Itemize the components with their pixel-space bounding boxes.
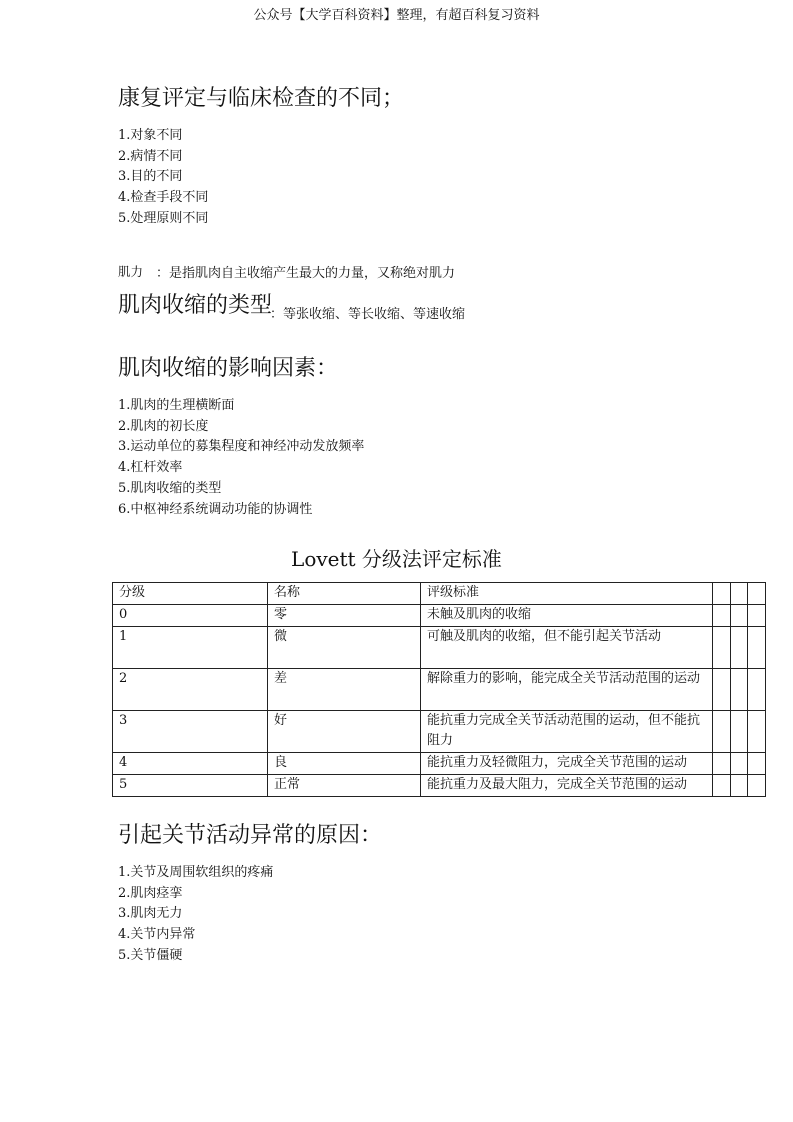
page-header: 公众号【大学百科资料】整理，有超百科复习资料 [253,8,540,23]
cell-grade: 3 [113,711,268,753]
cell-grade: 5 [113,775,268,797]
empty-cell [730,753,748,775]
cell-name: 微 [268,627,421,669]
cell-grade: 2 [113,669,268,711]
empty-cell [748,753,766,775]
empty-cell [713,583,731,605]
list-joint-abnormality-causes [118,863,273,967]
cell-grade: 0 [113,605,268,627]
list-item: 5.关节僵硬 [118,947,183,963]
contraction-types-title: 肌肉收缩的类型 [118,293,273,318]
table-row [113,627,766,669]
empty-cell [748,627,766,669]
definition-text: ：是指肌肉自主收缩产生最大的力量，又称绝对肌力 [156,266,456,281]
table-row [113,669,766,711]
header-name: 名称 [268,583,421,605]
empty-cell [730,669,748,711]
list-item: 3.运动单位的募集程度和神经冲动发放频率 [118,439,365,455]
list-item: 4.关节内异常 [118,927,196,943]
cell-name: 好 [268,711,421,753]
table-row [113,775,766,797]
cell-name: 正常 [268,775,421,797]
list-item: 2.肌肉的初长度 [118,418,209,434]
list-item: 2.病情不同 [118,148,183,164]
cell-criteria: 能抗重力及最大阻力，完成全关节范围的运动 [421,775,713,797]
cell-grade: 1 [113,627,268,669]
empty-cell [748,669,766,711]
empty-cell [748,605,766,627]
lovett-grading-table [112,582,766,797]
section-title-contraction-factors: 肌肉收缩的影响因素： [118,356,339,381]
table-header-row [113,583,766,605]
section-title-joint-abnormality: 引起关节活动异常的原因： [118,823,383,848]
empty-cell [713,775,731,797]
contraction-types-text: ：等张收缩、等长收缩、等速收缩 [270,307,466,322]
cell-name: 零 [268,605,421,627]
list-item: 1.对象不同 [118,128,183,143]
empty-cell [713,627,731,669]
empty-cell [730,627,748,669]
cell-name: 差 [268,669,421,711]
list-item: 3.目的不同 [118,169,183,185]
empty-cell [730,775,748,797]
empty-cell [748,775,766,797]
list-item: 4.杠杆效率 [118,460,183,476]
cell-name: 良 [268,753,421,775]
header-criteria: 评级标准 [421,583,713,605]
cell-criteria: 解除重力的影响，能完成全关节活动范围的运动 [421,669,713,711]
cell-criteria: 能抗重力完成全关节活动范围的运动，但不能抗阻力 [421,711,713,753]
list-item: 1.肌肉的生理横断面 [118,398,235,413]
list-item: 6.中枢神经系统调动功能的协调性 [118,501,313,517]
cell-criteria: 未触及肌肉的收缩 [421,605,713,627]
list-contraction-factors [118,396,364,520]
list-item: 4.检查手段不同 [118,190,209,206]
empty-cell [713,669,731,711]
list-item: 2.肌肉痉挛 [118,885,183,901]
empty-cell [713,605,731,627]
list-assessment-differences [118,126,208,230]
list-item: 5.处理原则不同 [118,210,209,226]
empty-cell [713,711,731,753]
lovett-table-title: Lovett 分级法评定标准 [291,547,502,571]
table-row [113,753,766,775]
table-row [113,711,766,753]
section-title-assessment-vs-exam: 康复评定与临床检查的不同； [118,86,405,111]
table-row [113,605,766,627]
header-grade: 分级 [113,583,268,605]
empty-cell [730,605,748,627]
cell-grade: 4 [113,753,268,775]
empty-cell [713,753,731,775]
empty-cell [730,583,748,605]
definition-term: 肌力 [118,264,144,279]
empty-cell [730,711,748,753]
cell-criteria: 可触及肌肉的收缩，但不能引起关节活动 [421,627,713,669]
list-item: 5.肌肉收缩的类型 [118,480,222,496]
list-item: 1.关节及周围软组织的疼痛 [118,865,274,880]
empty-cell [748,711,766,753]
cell-criteria: 能抗重力及轻微阻力，完成全关节范围的运动 [421,753,713,775]
list-item: 3.肌肉无力 [118,906,183,922]
empty-cell [748,583,766,605]
